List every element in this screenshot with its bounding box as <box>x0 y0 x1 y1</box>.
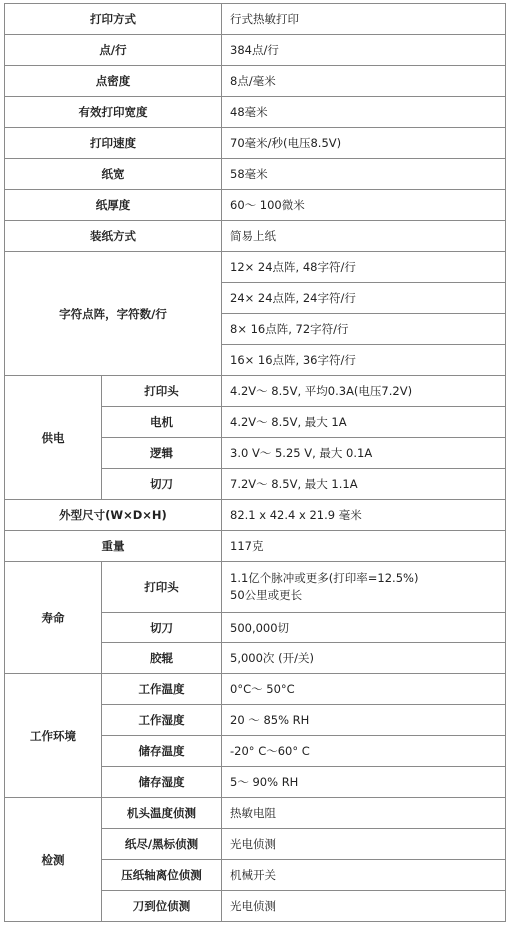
detection-sub-label: 压纸轴离位侦测 <box>102 860 222 891</box>
table-row <box>5 674 506 705</box>
detection-value: 光电侦测 <box>222 829 506 860</box>
char-matrix-value: 24× 24点阵, 24字符/行 <box>222 283 506 314</box>
table-row <box>5 190 506 221</box>
row-value-dimensions: 82.1 x 42.4 x 21.9 毫米 <box>222 500 506 531</box>
lifetime-printhead-line2: 50公里或更长 <box>230 588 303 602</box>
row-value-paper-loading: 简易上纸 <box>222 221 506 252</box>
environment-sub-label: 储存湿度 <box>102 767 222 798</box>
row-label-paper-thickness: 纸厚度 <box>5 190 222 221</box>
table-row <box>5 35 506 66</box>
spec-table <box>4 3 506 922</box>
row-label-dot-density: 点密度 <box>5 66 222 97</box>
environment-value: -20° C～60° C <box>222 736 506 767</box>
table-row <box>5 798 506 829</box>
row-label-print-speed: 打印速度 <box>5 128 222 159</box>
row-value-dot-density: 8点/毫米 <box>222 66 506 97</box>
char-matrix-value: 8× 16点阵, 72字符/行 <box>222 314 506 345</box>
lifetime-printhead-line1: 1.1亿个脉冲或更多(打印率=12.5%) <box>230 571 419 585</box>
row-value-dots-per-line: 384点/行 <box>222 35 506 66</box>
power-value: 7.2V～ 8.5V, 最大 1.1A <box>222 469 506 500</box>
row-value-weight: 117克 <box>222 531 506 562</box>
detection-sub-label: 机头温度侦测 <box>102 798 222 829</box>
table-row <box>5 97 506 128</box>
row-value-print-method: 行式热敏打印 <box>222 4 506 35</box>
environment-sub-label: 工作温度 <box>102 674 222 705</box>
row-label-char-matrix: 字符点阵，字符数/行 <box>5 252 222 376</box>
lifetime-sub-label: 胶辊 <box>102 643 222 674</box>
environment-value: 20 ～ 85% RH <box>222 705 506 736</box>
detection-sub-label: 纸尽/黑标侦测 <box>102 829 222 860</box>
power-sub-label: 打印头 <box>102 376 222 407</box>
power-sub-label: 电机 <box>102 407 222 438</box>
row-label-lifetime: 寿命 <box>5 562 102 674</box>
row-value-print-speed: 70毫米/秒(电压8.5V) <box>222 128 506 159</box>
row-label-dimensions: 外型尺寸(W×D×H) <box>5 500 222 531</box>
table-row <box>5 252 506 283</box>
table-row <box>5 531 506 562</box>
environment-value: 5～ 90% RH <box>222 767 506 798</box>
environment-value: 0°C～ 50°C <box>222 674 506 705</box>
detection-value: 热敏电阻 <box>222 798 506 829</box>
row-label-dots-per-line: 点/行 <box>5 35 222 66</box>
row-label-paper-loading: 装纸方式 <box>5 221 222 252</box>
row-label-detection: 检测 <box>5 798 102 922</box>
table-row <box>5 376 506 407</box>
char-matrix-value: 12× 24点阵, 48字符/行 <box>222 252 506 283</box>
row-value-print-width: 48毫米 <box>222 97 506 128</box>
row-label-environment: 工作环境 <box>5 674 102 798</box>
power-value: 3.0 V～ 5.25 V, 最大 0.1A <box>222 438 506 469</box>
table-row <box>5 4 506 35</box>
spec-table-container <box>4 3 505 922</box>
row-label-power: 供电 <box>5 376 102 500</box>
row-label-paper-width: 纸宽 <box>5 159 222 190</box>
power-sub-label: 逻辑 <box>102 438 222 469</box>
table-row <box>5 221 506 252</box>
table-row <box>5 562 506 613</box>
lifetime-value <box>222 562 506 613</box>
char-matrix-value: 16× 16点阵, 36字符/行 <box>222 345 506 376</box>
lifetime-sub-label: 打印头 <box>102 562 222 613</box>
table-row <box>5 500 506 531</box>
detection-value: 机械开关 <box>222 860 506 891</box>
power-sub-label: 切刀 <box>102 469 222 500</box>
lifetime-sub-label: 切刀 <box>102 613 222 643</box>
table-row <box>5 128 506 159</box>
row-value-paper-thickness: 60～ 100微米 <box>222 190 506 221</box>
environment-sub-label: 储存温度 <box>102 736 222 767</box>
row-label-print-width: 有效打印宽度 <box>5 97 222 128</box>
environment-sub-label: 工作湿度 <box>102 705 222 736</box>
table-row <box>5 66 506 97</box>
row-value-paper-width: 58毫米 <box>222 159 506 190</box>
row-label-print-method: 打印方式 <box>5 4 222 35</box>
detection-sub-label: 刀到位侦测 <box>102 891 222 922</box>
power-value: 4.2V～ 8.5V, 最大 1A <box>222 407 506 438</box>
power-value: 4.2V～ 8.5V, 平均0.3A(电压7.2V) <box>222 376 506 407</box>
lifetime-value: 500,000切 <box>222 613 506 643</box>
table-row <box>5 159 506 190</box>
row-label-weight: 重量 <box>5 531 222 562</box>
detection-value: 光电侦测 <box>222 891 506 922</box>
lifetime-value: 5,000次 (开/关) <box>222 643 506 674</box>
